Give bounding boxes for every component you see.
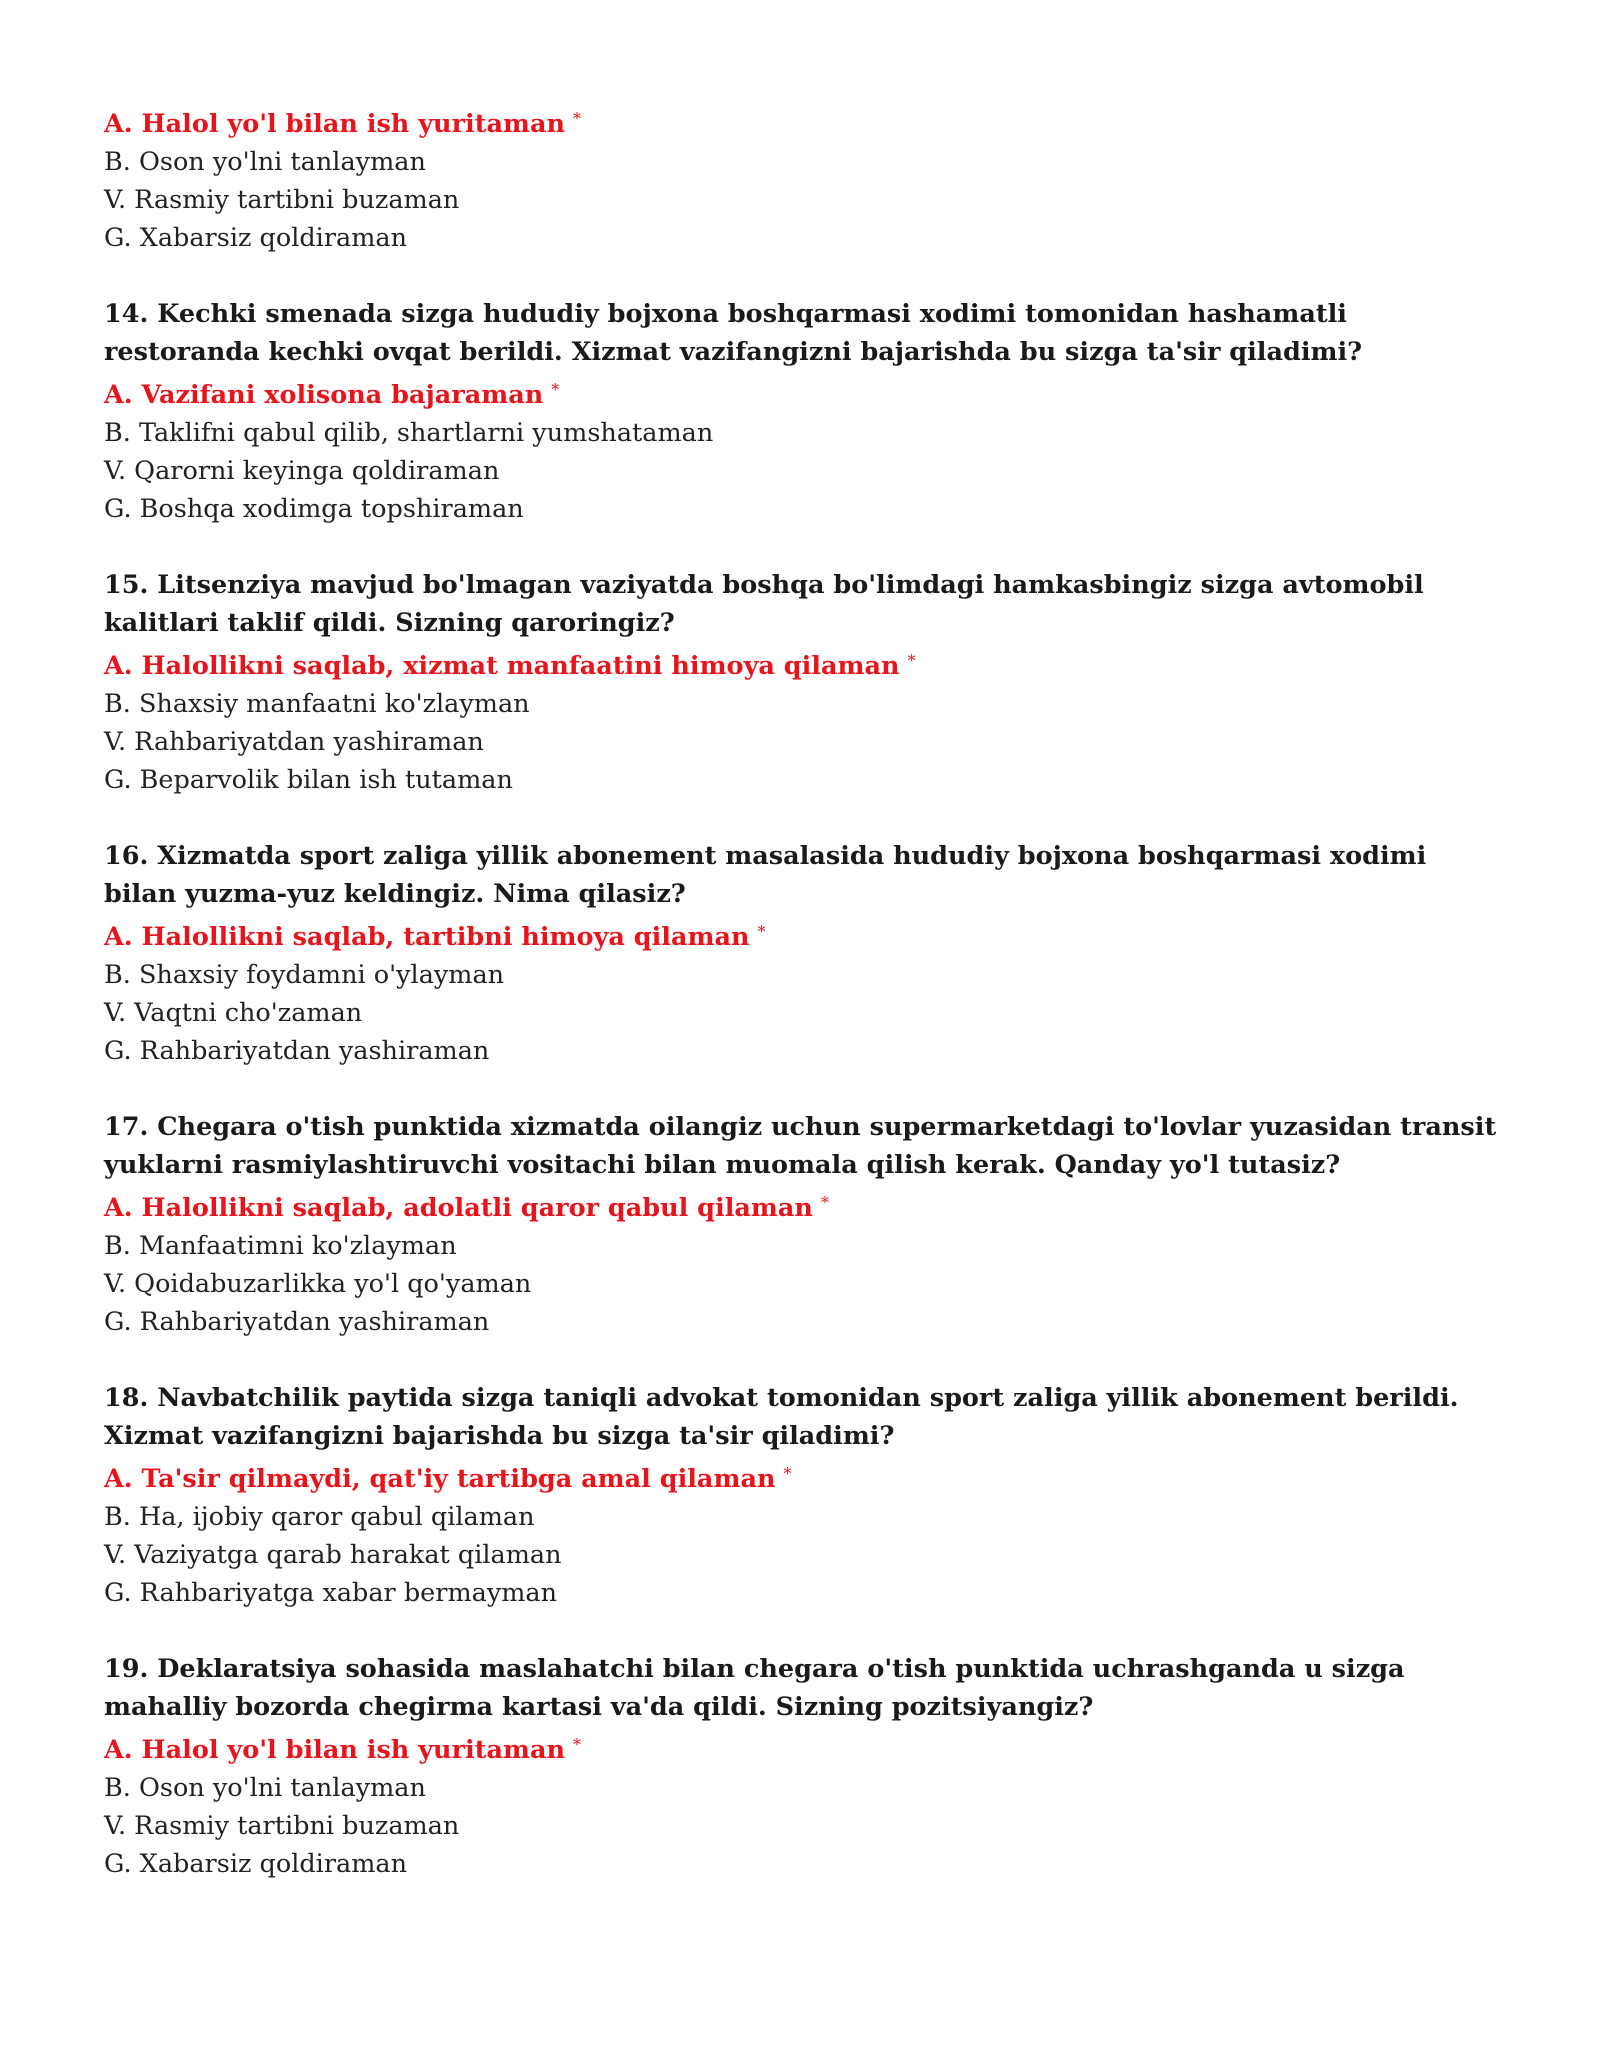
option-v: V. Rasmiy tartibni buzaman [104, 185, 460, 215]
question-block-19 [104, 1650, 1500, 1883]
option-b: B. Ha, ijobiy qaror qabul qilaman [104, 1502, 535, 1532]
option-v: V. Qarorni keyinga qoldiraman [104, 456, 500, 486]
option-b: B. Shaxsiy foydamni o'ylayman [104, 960, 505, 990]
option-a-correct: A. Halollikni saqlab, xizmat manfaatini himoya qilaman * [104, 651, 916, 681]
question-block-17 [104, 1108, 1500, 1341]
option-v: V. Rahbariyatdan yashiraman [104, 727, 484, 757]
option-b: B. Oson yo'lni tanlayman [104, 147, 426, 177]
question-block-16 [104, 837, 1500, 1070]
question-block-prev [104, 100, 1500, 257]
correct-marker: * [820, 1193, 829, 1212]
question-text: 14. Kechki smenada sizga hududiy bojxona boshqarmasi xodimi tomonidan hashamatli restoranda kechki ovqat berildi. Xizmat vazifangizni bajarishda bu sizga ta'sir qiladimi? [104, 299, 1363, 367]
option-g: G. Rahbariyatdan yashiraman [104, 1307, 490, 1337]
option-v: V. Rasmiy tartibni buzaman [104, 1811, 460, 1841]
question-block-15 [104, 566, 1500, 799]
option-b: B. Oson yo'lni tanlayman [104, 1773, 426, 1803]
option-v: V. Vaziyatga qarab harakat qilaman [104, 1540, 562, 1570]
question-text: 19. Deklaratsiya sohasida maslahatchi bilan chegara o'tish punktida uchrashganda u sizga mahalliy bozorda chegirma kartasi va'da qildi. Sizning pozitsiyangiz? [104, 1654, 1405, 1722]
correct-marker: * [573, 1735, 582, 1754]
correct-marker: * [573, 109, 582, 128]
option-g: G. Beparvolik bilan ish tutaman [104, 765, 513, 795]
correct-marker: * [757, 922, 766, 941]
option-a-correct: A. Halollikni saqlab, tartibni himoya qilaman * [104, 922, 766, 952]
option-b: B. Taklifni qabul qilib, shartlarni yumshataman [104, 418, 714, 448]
question-text: 15. Litsenziya mavjud bo'lmagan vaziyatda boshqa bo'limdagi hamkasbingiz sizga avtomobil kalitlari taklif qildi. Sizning qaroringiz? [104, 570, 1424, 638]
correct-marker: * [551, 380, 560, 399]
option-a-correct: A. Ta'sir qilmaydi, qat'iy tartibga amal qilaman * [104, 1464, 792, 1494]
option-g: G. Xabarsiz qoldiraman [104, 223, 408, 253]
option-a-correct: A. Halol yo'l bilan ish yuritaman * [104, 1735, 582, 1765]
option-v: V. Qoidabuzarlikka yo'l qo'yaman [104, 1269, 532, 1299]
option-a-correct: A. Halol yo'l bilan ish yuritaman * [104, 109, 582, 139]
option-b: B. Shaxsiy manfaatni ko'zlayman [104, 689, 530, 719]
question-text: 18. Navbatchilik paytida sizga taniqli advokat tomonidan sport zaliga yillik abonement berildi. Xizmat vazifangizni bajarishda bu sizga ta'sir qiladimi? [104, 1383, 1459, 1451]
option-v: V. Vaqtni cho'zaman [104, 998, 363, 1028]
correct-marker: * [783, 1464, 792, 1483]
question-text: 16. Xizmatda sport zaliga yillik abonement masalasida hududiy bojxona boshqarmasi xodimi bilan yuzma-yuz keldingiz. Nima qilasiz? [104, 841, 1427, 909]
option-g: G. Boshqa xodimga topshiraman [104, 494, 524, 524]
option-a-correct: A. Halollikni saqlab, adolatli qaror qabul qilaman * [104, 1193, 829, 1223]
option-g: G. Xabarsiz qoldiraman [104, 1849, 408, 1879]
question-text: 17. Chegara o'tish punktida xizmatda oilangiz uchun supermarketdagi to'lovlar yuzasidan transit yuklarni rasmiylashtiruvchi vositachi bilan muomala qilish kerak. Qanday yo'l tutasiz? [104, 1112, 1497, 1180]
option-g: G. Rahbariyatdan yashiraman [104, 1036, 490, 1066]
correct-marker: * [907, 651, 916, 670]
question-block-18 [104, 1379, 1500, 1612]
option-b: B. Manfaatimni ko'zlayman [104, 1231, 457, 1261]
option-g: G. Rahbariyatga xabar bermayman [104, 1578, 558, 1608]
option-a-correct: A. Vazifani xolisona bajaraman * [104, 380, 560, 410]
question-block-14 [104, 295, 1500, 528]
